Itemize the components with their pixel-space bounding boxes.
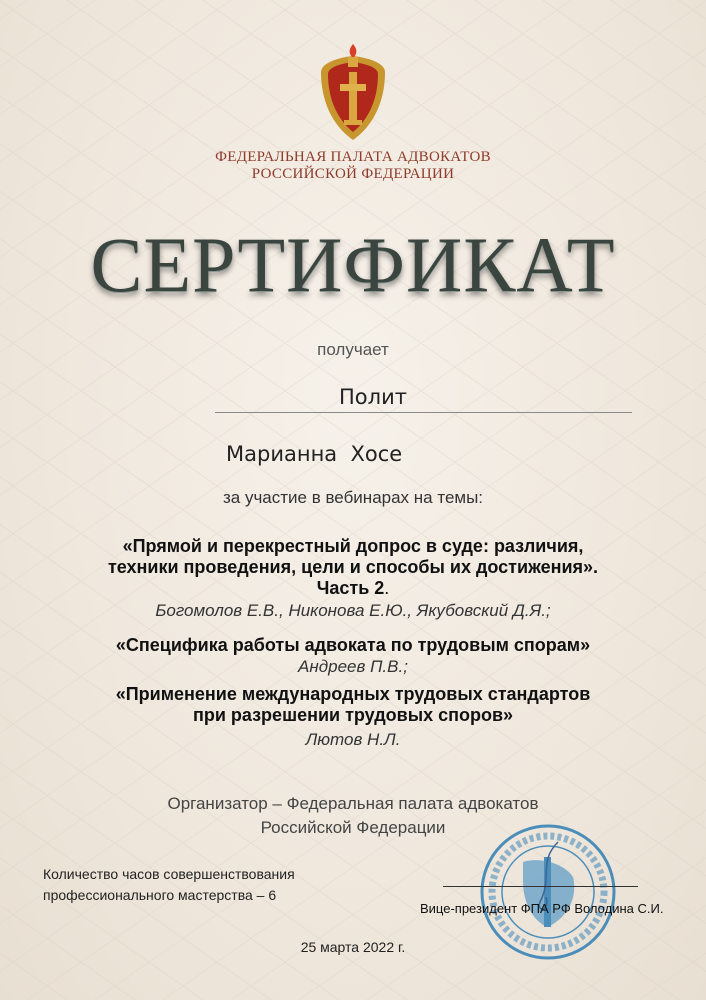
hours-line-1: Количество часов совершенствования — [43, 866, 295, 882]
organization-name — [0, 149, 706, 183]
hours-info — [43, 864, 295, 906]
emblem-logo — [313, 42, 393, 147]
receives-label: получает — [317, 340, 389, 359]
topic-2 — [0, 635, 706, 656]
organizer-line-2: Российской Федерации — [260, 818, 446, 837]
topic-line: «Прямой и перекрестный допрос в суде: различия, — [122, 536, 584, 556]
topic-3-authors: Лютов Н.Л. — [305, 730, 401, 749]
participation-label: за участие в вебинарах на темы: — [222, 488, 484, 507]
topic-line: при разрешении трудовых споров» — [192, 705, 514, 725]
organizer-line-1: Организатор – Федеральная палата адвокатов — [167, 794, 539, 813]
recipient-surname: Полит — [339, 385, 407, 409]
hours-line-2: профессионального мастерства – 6 — [43, 887, 277, 903]
topic-1 — [0, 536, 706, 599]
topic-suffix: . — [384, 578, 390, 598]
certificate-title: СЕРТИФИКАТ — [90, 221, 616, 308]
topic-line: Часть 2 — [316, 578, 385, 598]
date: 25 марта 2022 г. — [300, 939, 406, 955]
topic-line: «Специфика работы адвоката по трудовым спорам» — [115, 635, 591, 655]
signature-line — [443, 886, 638, 887]
divider-line — [215, 412, 632, 413]
topic-3 — [0, 684, 706, 726]
org-line-2: РОССИЙСКОЙ ФЕДЕРАЦИИ — [251, 166, 455, 182]
topic-line: техники проведения, цели и способы их достижения». — [107, 557, 599, 577]
org-line-1: ФЕДЕРАЛЬНАЯ ПАЛАТА АДВОКАТОВ — [215, 149, 491, 165]
topic-2-authors: Андреев П.В.; — [298, 657, 408, 676]
topic-line: «Применение международных трудовых стандартов — [115, 684, 591, 704]
recipient-given-names: Марианна Хосе — [226, 442, 403, 466]
topic-1-authors: Богомолов Е.В., Никонова Е.Ю., Якубовский Д.Я.; — [155, 601, 551, 620]
signatory: Вице-президент ФПА РФ Володина С.И. — [420, 901, 664, 916]
